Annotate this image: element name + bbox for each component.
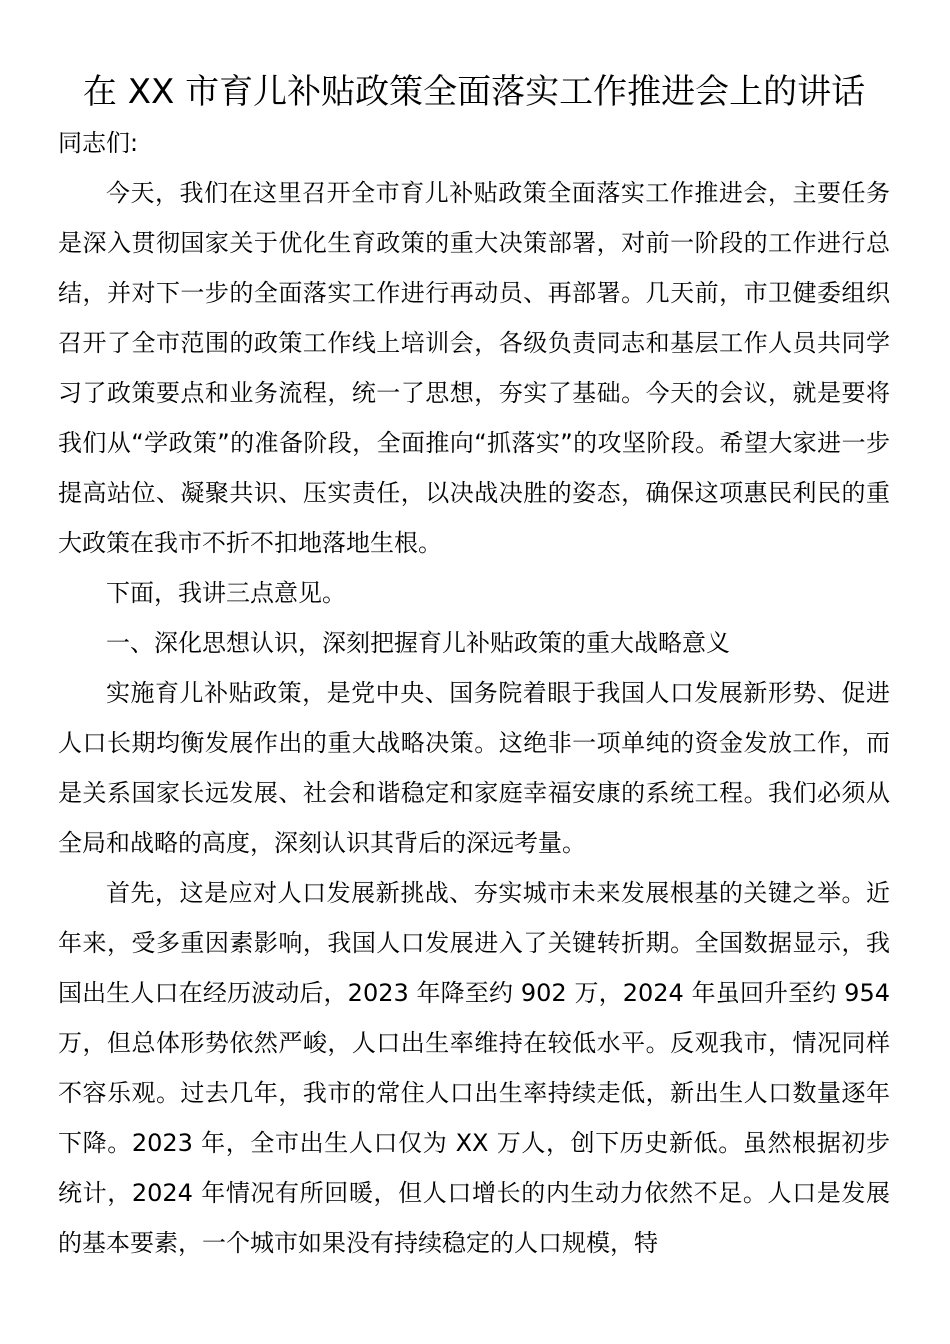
section-heading-1: 一、深化思想认识，深刻把握育儿补贴政策的重大战略意义	[106, 629, 730, 657]
document-title: 在 XX 市育儿补贴政策全面落实工作推进会上的讲话	[82, 72, 866, 112]
salutation: 同志们:	[58, 129, 139, 157]
paragraph-intro: 今天，我们在这里召开全市育儿补贴政策全面落实工作推进会，主要任务是深入贯彻国家关于优化生育政策的重大决策部署，对前一阶段的工作进行总结，并对下一步的全面落实工作进行再动员、再部署。几天前，市卫健委组织召开了全市范围的政策工作线上培训会，各级负责同志和基层工作人员共同学习了政策要点和业务流程，统一了思想，夯实了基础。今天的会议，就是要将我们从“学政策”的准备阶段，全面推向“抓落实”的攻坚阶段。希望大家进一步提高站位、凝聚共识、压实责任，以决战决胜的姿态，确保这项惠民利民的重大政策在我市不折不扣地落地生根。	[58, 179, 890, 557]
paragraph-outline: 下面，我讲三点意见。	[106, 579, 346, 607]
document-page	[58, 66, 890, 1268]
paragraph-section1-overview: 实施育儿补贴政策，是党中央、国务院着眼于我国人口发展新形势、促进人口长期均衡发展作出的重大战略决策。这绝非一项单纯的资金发放工作，而是关系国家长远发展、社会和谐稳定和家庭幸福安康的系统工程。我们必须从全局和战略的高度，深刻认识其背后的深远考量。	[58, 679, 890, 857]
paragraph-section1-first-point: 首先，这是应对人口发展新挑战、夯实城市未来发展根基的关键之举。近年来，受多重因素影响，我国人口发展进入了关键转折期。全国数据显示，我国出生人口在经历波动后，2023 年降至约 902 万，2024 年虽回升至约 954 万，但总体形势依然严峻，人口出生率维持在较低水平。反观我市，情况同样不容乐观。过去几年，我市的常住人口出生率持续走低，新出生人口数量逐年下降。2023 年，全市出生人口仅为 XX 万人，创下历史新低。虽然根据初步统计，2024 年情况有所回暖，但人口增长的内生动力依然不足。人口是发展的基本要素，一个城市如果没有持续稳定的人口规模，特	[58, 879, 890, 1257]
